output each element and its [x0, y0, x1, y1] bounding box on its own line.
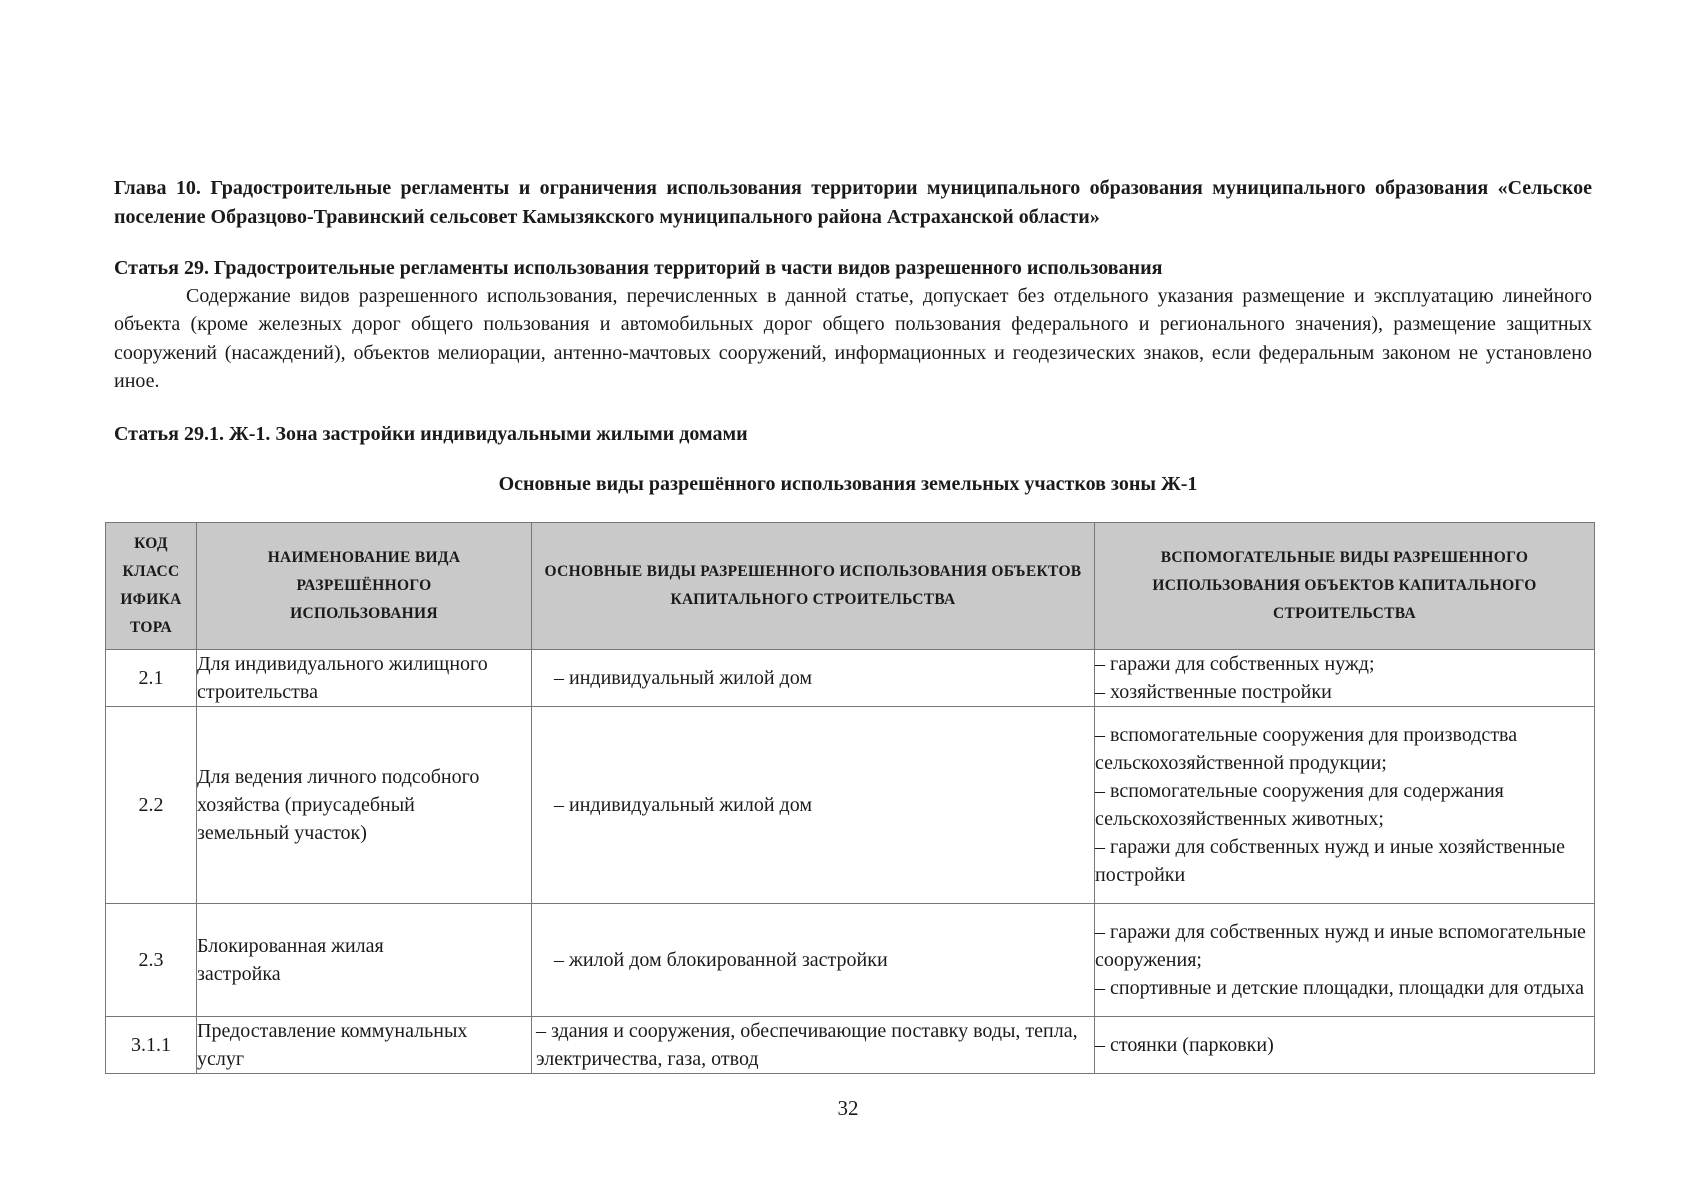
row-name: Для ведения личного подсобного хозяйства (приусадебный земельный участок) [197, 707, 532, 904]
row-main-use: – жилой дом блокированной застройки [532, 904, 1095, 1017]
aux-item: – гаражи для собственных нужд и иные вспомогательные сооружения; [1095, 921, 1586, 971]
table-row [106, 904, 1595, 1017]
aux-item: – стоянки (парковки) [1095, 1034, 1274, 1056]
header-code [106, 523, 197, 650]
row-code: 2.3 [106, 904, 197, 1017]
row-code: 2.1 [106, 650, 197, 707]
header-name-text: НАИМЕНОВАНИЕ ВИДА РАЗРЕШЁННОГО ИСПОЛЬЗОВАНИЯ [267, 549, 461, 622]
aux-item: – спортивные и детские площадки, площадки для отдыха [1095, 977, 1585, 999]
header-aux-text: ВСПОМОГАТЕЛЬНЫЕ ВИДЫ РАЗРЕШЕННОГО ИСПОЛЬЗОВАНИЯ ОБЪЕКТОВ КАПИТАЛЬНОГО СТРОИТЕЛЬСТВА [1152, 549, 1537, 622]
header-code-line: КЛАСС [122, 563, 180, 580]
row-code: 3.1.1 [106, 1017, 197, 1074]
aux-item: – вспомогательные сооружения для содержания сельскохозяйственных животных; [1095, 780, 1504, 830]
aux-item: – гаражи для собственных нужд; [1095, 653, 1375, 675]
article-29-body: Содержание видов разрешенного использования, перечисленных в данной статье, допускает без отдельного указания размещение и эксплуатацию линейного объекта (кроме железных дорог общего пользования и автомобильных дорог общего пользования федерального и регионального значения), размещение защитных сооружений (насаждений), объектов мелиорации, антенно-мачтовых сооружений, информационных и геодезических знаков, если федеральным законом не установлено иное. [114, 285, 1592, 392]
header-main-text: ОСНОВНЫЕ ВИДЫ РАЗРЕШЕННОГО ИСПОЛЬЗОВАНИЯ ОБЪЕКТОВ КАПИТАЛЬНОГО СТРОИТЕЛЬСТВА [544, 563, 1082, 608]
zone-table [105, 522, 1595, 1074]
page-number: 32 [837, 1096, 859, 1120]
chapter-title: Глава 10. Градостроительные регламенты и ограничения использования территории муниципального образования муниципального образования «Сельское поселение Образцово-Травинский сельсовет Камызякского муниципального района Астраханской области» [114, 177, 1592, 228]
header-code-line: ТОРА [129, 619, 173, 636]
row-name: Предоставление коммунальных услуг [197, 1017, 532, 1074]
table-row [106, 1017, 1595, 1074]
aux-item: – вспомогательные сооружения для производства сельскохозяйственной продукции; [1095, 724, 1518, 774]
aux-item: – хозяйственные постройки [1095, 681, 1332, 703]
row-aux-use [1095, 1017, 1595, 1074]
aux-item: – гаражи для собственных нужд и иные хозяйственные постройки [1095, 836, 1565, 886]
table-header-row [106, 523, 1595, 650]
row-name: Блокированная жилая застройка [197, 904, 532, 1017]
table-caption: Основные виды разрешённого использования земельных участков зоны Ж-1 [498, 473, 1198, 495]
table-row [106, 650, 1595, 707]
row-main-use: – здания и сооружения, обеспечивающие поставку воды, тепла, электричества, газа, отвод [532, 1017, 1095, 1074]
row-name: Для индивидуального жилищного строительства [197, 650, 532, 707]
row-aux-use [1095, 904, 1595, 1017]
row-code: 2.2 [106, 707, 197, 904]
row-aux-use [1095, 707, 1595, 904]
table-row [106, 707, 1595, 904]
header-aux [1095, 523, 1595, 650]
row-main-use: – индивидуальный жилой дом [532, 650, 1095, 707]
header-main [532, 523, 1095, 650]
header-code-line: КОД [134, 535, 168, 552]
row-main-use: – индивидуальный жилой дом [532, 707, 1095, 904]
row-aux-use [1095, 650, 1595, 707]
header-name [197, 523, 532, 650]
article-29-1-title: Статья 29.1. Ж-1. Зона застройки индивидуальными жилыми домами [114, 423, 748, 445]
article-29-title: Статья 29. Градостроительные регламенты использования территорий в части видов разрешенного использования [114, 257, 1163, 279]
header-code-line: ИФИКА [120, 591, 182, 608]
